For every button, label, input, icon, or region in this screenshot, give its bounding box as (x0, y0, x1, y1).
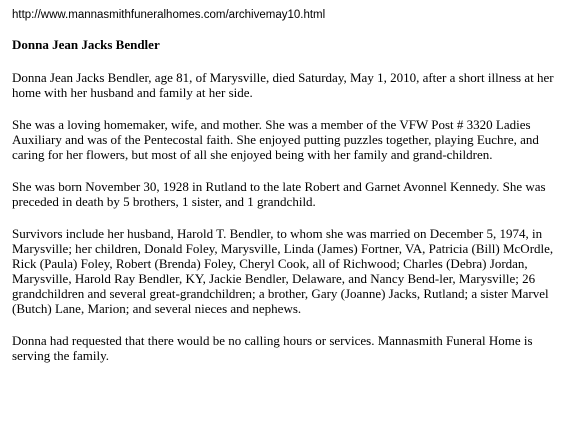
paragraph-survivors: Survivors include her husband, Harold T. Bendler, to whom she was married on December 5, 1974, in Marysville; her children, Donald Foley, Marysville, Linda (James) Fortner, VA, Patricia (Bill) McOrdle, Rick (Paula) Foley, Robert (Brenda) Foley, Cheryl Cook, all of Richwood; Charles (Debra) Jordan, Marysville, Harold Ray Bendler, KY, Jackie Bendler, Delaware, and Nancy Bend-ler, Marysville; 26 grandchildren and several great-grandchildren; a brother, Gary (Joanne) Jacks, Rutland; a sister Marvel (Butch) Lane, Marion; and several nieces and nephews. (12, 226, 554, 316)
paragraph-birth: She was born November 30, 1928 in Rutland to the late Robert and Garnet Avonnel Kennedy. She was preceded in death by 5 brothers, 1 sister, and 1 grandchild. (12, 179, 546, 209)
paragraph-biography: She was a loving homemaker, wife, and mother. She was a member of the VFW Post # 3320 Ladies Auxiliary and was of the Pentecostal faith. She enjoyed putting puzzles together, playing Euchre, and caring for her flowers, but most of all she enjoyed being with her family and grand-children. (12, 117, 539, 162)
paragraph-death-notice: Donna Jean Jacks Bendler, age 81, of Marysville, died Saturday, May 1, 2010, after a short illness at her home with her husband and family at her side. (12, 70, 554, 100)
obituary-title: Donna Jean Jacks Bendler (12, 37, 160, 52)
obituary-document (12, 8, 568, 363)
source-url[interactable]: http://www.mannasmithfuneralhomes.com/archivemay10.html (12, 9, 326, 21)
paragraph-services: Donna had requested that there would be no calling hours or services. Mannasmith Funeral Home is serving the family. (12, 333, 533, 363)
